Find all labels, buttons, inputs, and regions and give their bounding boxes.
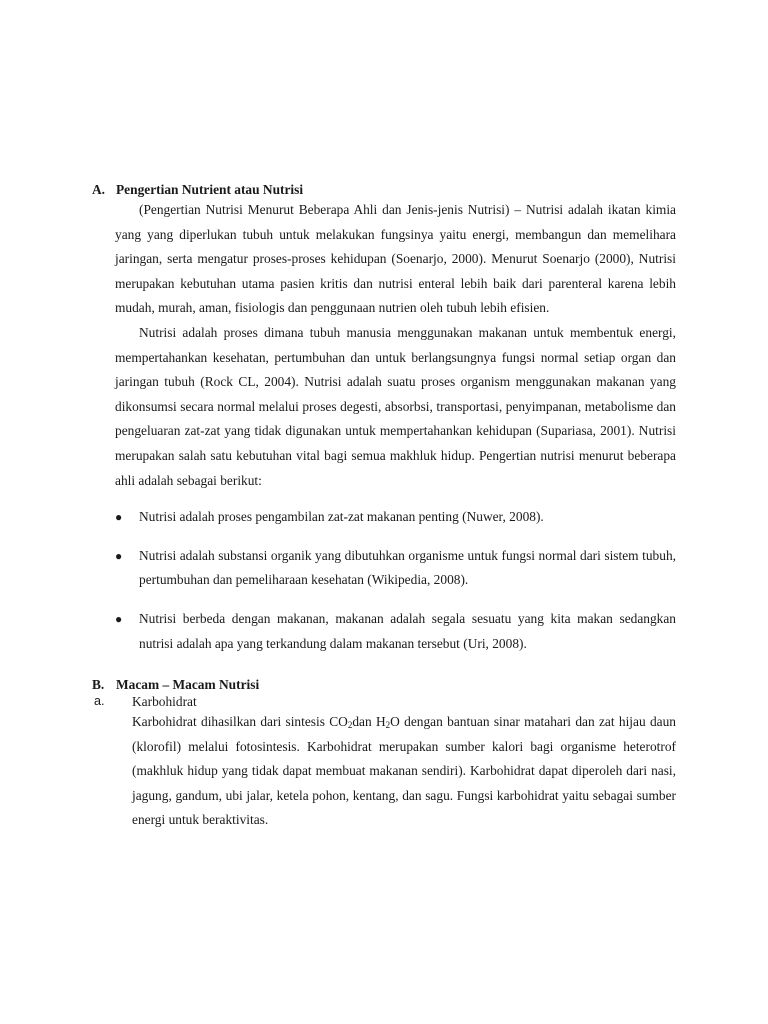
bullet-icon: ● [115,548,123,563]
list-item [92,607,676,656]
karbohidrat-text-1: Karbohidrat dihasilkan dari sintesis CO [132,714,348,730]
co2-subscript: 2 [347,720,353,731]
list-item-text: Nutrisi berbeda dengan makanan, makanan adalah segala sesuatu yang kita makan sedangkan nutrisi adalah apa yang terkandung dalam makanan tersebut (Uri, 2008). [139,610,676,651]
list-item-text: Nutrisi adalah proses pengambilan zat-zat makanan penting (Nuwer, 2008). [139,509,544,525]
section-a-heading [92,181,676,198]
definition-list [92,505,676,656]
section-b-title: Macam – Macam Nutrisi [116,677,260,693]
document-content [92,181,676,833]
section-a-paragraph-1: (Pengertian Nutrisi Menurut Beberapa Ahli dan Jenis-jenis Nutrisi) – Nutrisi adalah ikatan kimia yang yang diperlukan tubuh untuk melakukan fungsinya yaitu energi, membangun dan memelihara jaringan, serta mengatur proses-proses kehidupan (Soenarjo, 2000). Menurut Soenarjo (2000), Nutrisi merupakan kebutuhan utama pasien kritis dan nutrisi enteral lebih baik dari parenteral karena lebih mudah, murah, aman, fisiologis dan penggunaan nutrien oleh tubuh lebih efisien. [115,202,676,316]
karbohidrat-paragraph [92,710,676,833]
section-b-number: B. [92,677,105,693]
bullet-icon: ● [115,510,123,525]
subsection-a-letter: a. [94,694,105,709]
section-a-title: Pengertian Nutrient atau Nutrisi [116,182,304,197]
subsection-a-label: Karbohidrat [132,694,197,710]
list-item [92,505,676,530]
h2o-subscript: 2 [385,720,391,731]
list-item-text: Nutrisi adalah substansi organik yang dibutuhkan organisme untuk fungsi normal dari sistem tubuh, pertumbuhan dan pemeliharaan kesehatan (Wikipedia, 2008). [139,547,676,588]
list-item [92,544,676,593]
subsection-a-heading [92,693,676,710]
karbohidrat-text-2: dan H [352,714,386,730]
section-b-heading [92,676,676,693]
section-a-number: A. [92,182,106,197]
karbohidrat-text-3: O dengan bantuan sinar matahari dan zat hijau daun (klorofil) melalui fotosintesis. Karbohidrat merupakan sumber kalori bagi organisme heterotrof (makhluk hidup yang tidak dapat membuat makanan sendiri). Karbohidrat dapat diperoleh dari nasi, jagung, gandum, ubi jalar, ketela pohon, kentang, dan sagu. Fungsi karbohidrat yaitu sebagai sumber energi untuk beraktivitas. [132,714,677,828]
section-a-paragraph-2: Nutrisi adalah proses dimana tubuh manusia menggunakan makanan untuk membentuk energi, mempertahankan kesehatan, pertumbuhan dan untuk berlangsungnya fungsi normal setiap organ dan jaringan tubuh (Rock CL, 2004). Nutrisi adalah suatu proses organism menggunakan makanan yang dikonsumsi secara normal melalui proses degesti, absorbsi, transportasi, penyimpanan, metabolisme dan pengeluaran zat-zat yang tidak digunakan untuk mempertahankan kehidupan (Supariasa, 2001). Nutrisi merupakan salah satu kebutuhan vital bagi semua makhluk hidup. Pengertian nutrisi menurut beberapa ahli adalah sebagai berikut: [115,324,676,488]
bullet-icon: ● [115,611,123,626]
